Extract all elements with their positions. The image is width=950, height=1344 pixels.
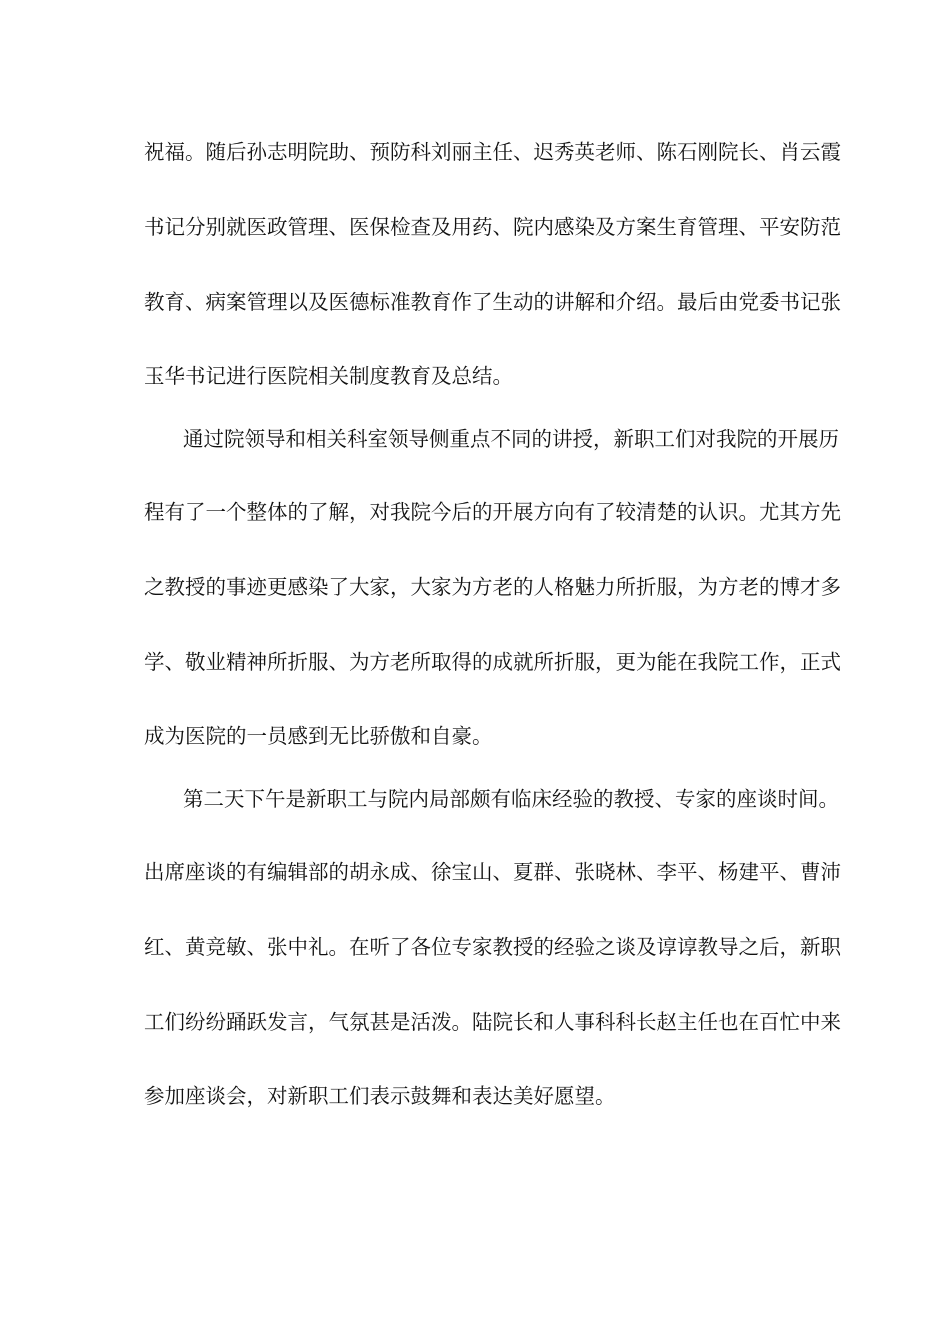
paragraph-3-line-1: 第二天下午是新职工与院内局部颇有临床经验的教授、专家的座谈时间。 (183, 787, 839, 811)
paragraph-1-line-2: 书记分别就医政管理、医保检查及用药、院内感染及方案生育管理、平安防范 (144, 215, 841, 239)
paragraph-3-line-2: 出席座谈的有编辑部的胡永成、徐宝山、夏群、张晓林、李平、杨建平、曹沛 (144, 860, 841, 884)
paragraph-1-line-3: 教育、病案管理以及医德标准教育作了生动的讲解和介绍。最后由党委书记张 (144, 290, 841, 314)
paragraph-3-line-3: 红、黄竞敏、张中礼。在听了各位专家教授的经验之谈及谆谆教导之后，新职 (144, 935, 841, 959)
paragraph-2-line-1: 通过院领导和相关科室领导侧重点不同的讲授，新职工们对我院的开展历 (183, 427, 839, 451)
paragraph-2-line-4: 学、敬业精神所折服、为方老所取得的成就所折服，更为能在我院工作，正式 (144, 650, 841, 674)
paragraph-3-line-4: 工们纷纷踊跃发言，气氛甚是活泼。陆院长和人事科科长赵主任也在百忙中来 (144, 1010, 841, 1034)
paragraph-2-line-2: 程有了一个整体的了解，对我院今后的开展方向有了较清楚的认识。尤其方先 (144, 500, 841, 524)
paragraph-1-line-1: 祝福。随后孙志明院助、预防科刘丽主任、迟秀英老师、陈石刚院长、肖云霞 (144, 140, 841, 164)
paragraph-3-line-5: 参加座谈会，对新职工们表示鼓舞和表达美好愿望。 (144, 1084, 616, 1108)
paragraph-2-line-5: 成为医院的一员感到无比骄傲和自豪。 (144, 724, 493, 748)
paragraph-2-line-3: 之教授的事迹更感染了大家，大家为方老的人格魅力所折服，为方老的博才多 (144, 575, 841, 599)
paragraph-1-line-4: 玉华书记进行医院相关制度教育及总结。 (144, 364, 513, 388)
